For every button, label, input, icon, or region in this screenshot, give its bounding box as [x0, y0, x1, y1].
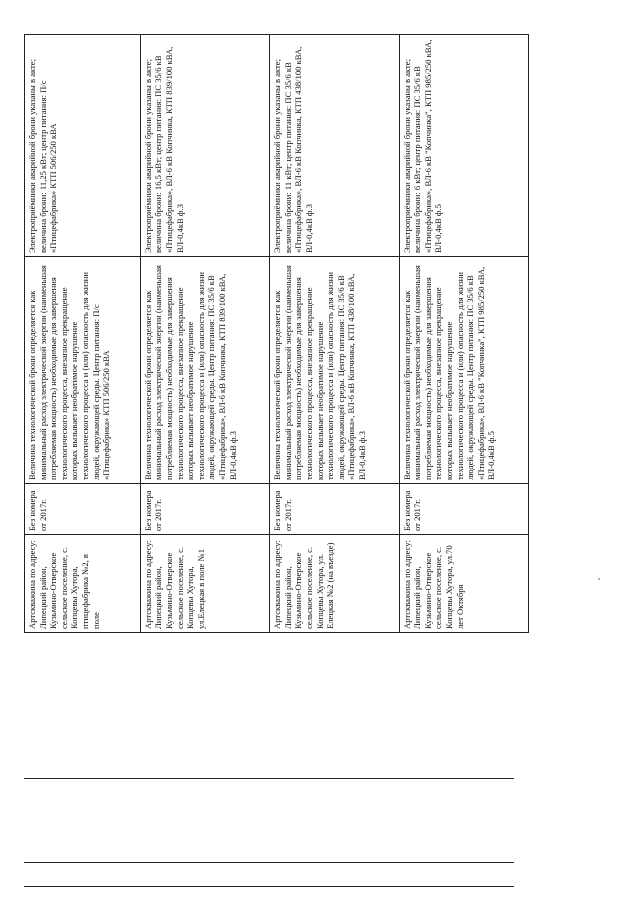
- object-cell: Артскважина по адресу: Липецкий район, Кузьмино-Отверское сельское поселение, с. Копцевы Хутора, ул.Елецкая в поле №1: [140, 535, 269, 633]
- table-row: [270, 35, 399, 633]
- divider-line: [24, 862, 514, 863]
- description-cell: Величина технологической брони определяется как минимальный расход электрической энергии (наименьшая потребляемая мощность) необходимые для завершения технологического процесса, внезапное прекращение которых вызывает необратимое нарушение технологического процесса и (или) опасность для жизни людей, окружающей среды. Центр питания: ПС 35/6 кВ «Птицефабрика», ВЛ-6 кВ "Копчинка", КТП 985/250 кВА, ВЛ-0,4кВ ф.5: [399, 257, 528, 484]
- description-cell: Величина технологической брони определяется как минимальный расход электрической энергии (наименьшая потребляемая мощность) необходимые для завершения технологического процесса, внезапное прекращение которых вызывает необратимое нарушение технологического процесса и (или) опасность для жизни людей, окружающей среды. Центр питания: ПС 35/6 кВ «Птицефабрика», ВЛ-6 кВ Копчинка, КТП 438/100 кВА, ВЛ-0,4кВ ф.3: [270, 257, 399, 484]
- table-row: [25, 35, 141, 633]
- divider-line: [24, 778, 514, 779]
- emergency-cell: Электроприёмники аварийной брони указаны в акте; величина брони: 16,5 кВт; центр питания: ПС 35/6 кВ «Птицефабрика», ВЛ-6 кВ Копчинка, КТП 839/100 кВА, ВЛ-0,4кВ ф.3: [140, 35, 269, 257]
- divider-line: [24, 886, 514, 887]
- date-cell: Без номера от 2017г.: [25, 484, 141, 535]
- emergency-cell: Электроприёмники аварийной брони указаны в акте; величина брони: 11 кВт; центр питания: ПС 35/6 кВ «Птицефабрика», ВЛ-6 кВ Копчинка, КТП 438/100 кВА, ВЛ-0,4кВ ф.3: [270, 35, 399, 257]
- table-row: [140, 35, 269, 633]
- date-cell: Без номера от 2017г.: [270, 484, 399, 535]
- emergency-cell: Электроприёмники аварийной брони указаны в акте; величина брони: 11,25 кВт; центр питания: П/с «Птицефабрика» КТП 506/250 кВА: [25, 35, 141, 257]
- object-cell: Артскважина по адресу: Липецкий район, Кузьмино-Отверское сельское поселение, с. Копцевы Хутора, ул.70 лет Октября: [399, 535, 528, 633]
- emergency-cell: Электроприёмники аварийной брони указаны в акте; величина брони: 6 кВт; центр питания: ПС 35/6 кВ «Птицефабрика», ВЛ-6 кВ "Копчинка", КТП 985/250 кВА, ВЛ-0,4кВ ф.5: [399, 35, 528, 257]
- date-cell: Без номера от 2017г.: [399, 484, 528, 535]
- reserve-table: [24, 34, 529, 633]
- scan-speck: [598, 578, 600, 580]
- description-cell: Величина технологической брони определяется как минимальный расход электрической энергии (наименьшая потребляемая мощность) необходимые для завершения технологического процесса, внезапное прекращение которых вызывает необратимое нарушение технологического процесса и (или) опасность для жизни людей, окружающей среды. Центр питания: П/с «Птицефабрика» КТП 506/250 кВА: [25, 257, 141, 484]
- object-cell: Артскважина по адресу: Липецкий район, Кузьмино-Отверское сельское поселение, с. Копцевы Хутора, птицефабрика №2, в поле: [25, 535, 141, 633]
- table-row: [399, 35, 528, 633]
- description-cell: Величина технологической брони определяется как минимальный расход электрической энергии (наименьшая потребляемая мощность) необходимые для завершения технологического процесса, внезапное прекращение которых вызывает необратимое нарушение технологического процесса и (или) опасность для жизни людей, окружающей среды. Центр питания: ПС 35/6 кВ «Птицефабрика», ВЛ-6 кВ Копчинка, КТП 839/100 кВА, ВЛ-0,4кВ ф.3: [140, 257, 269, 484]
- object-cell: Артскважина по адресу: Липецкий район, Кузьмино-Отверское сельское поселение, с. Копцевы Хутора, ул. Елецкая №2 (на въезде): [270, 535, 399, 633]
- date-cell: Без номера от 2017г.: [140, 484, 269, 535]
